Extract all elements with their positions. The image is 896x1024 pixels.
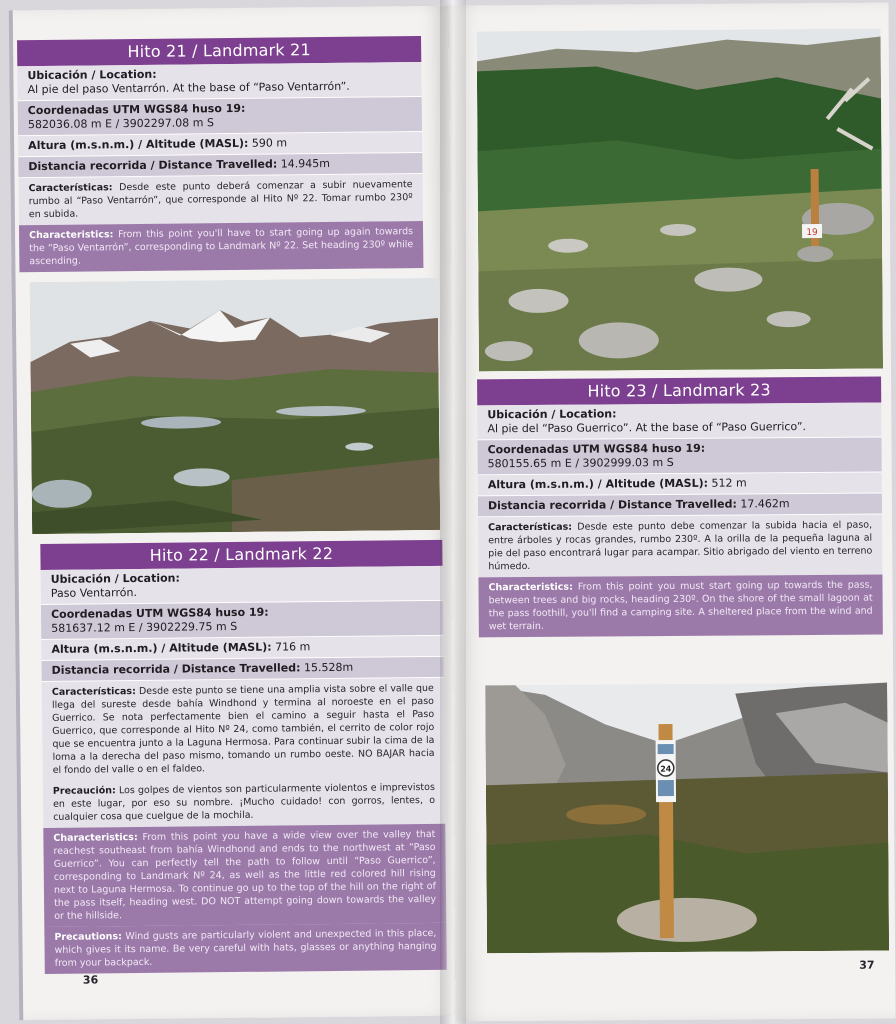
characteristics-en-text: From this point you must start going up towards the pass, between trees and big rocks, heading 230º. On the shore of the small lagoon at the pass foothill, you'll find a camping site. A sheltered place from the wind and wet terrain. [488, 579, 873, 633]
altitude-value: 716 m [275, 640, 311, 654]
coords-value: 582036.08 m E / 3902297.08 m S [27, 116, 215, 132]
location-label: Ubicación / Location: [487, 407, 617, 422]
distance-label: Distancia recorrida / Distance Travelled: [28, 157, 278, 174]
distance-label: Distancia recorrida / Distance Travelled: [51, 661, 301, 677]
landmark-21-characteristics-en [19, 221, 423, 272]
landmark-22-characteristics-es [42, 678, 445, 781]
left-page [9, 6, 460, 1021]
landmark-22-location [41, 566, 443, 605]
landmark-21-characteristics-es [18, 174, 422, 225]
characteristics-en-label: Characteristics: [29, 229, 114, 242]
landmark-23-block [477, 377, 883, 638]
characteristics-en-text: From this point you'll have to start going up again towards the “Paso Ventarrón”, corresponding to Landmark Nº 22. Set heading 230º while ascending. [29, 226, 414, 268]
altitude-label: Altura (m.s.n.m.) / Altitude (MASL): [28, 136, 249, 153]
coords-label: Coordenadas UTM WGS84 huso 19: [487, 441, 706, 457]
characteristics-es-text: Desde este punto deberá comenzar a subir nuevamente rumbo al “Paso Ventarrón”, que corresponde al Hito Nº 22. Tomar rumbo 230º en subida. [28, 179, 413, 221]
coords-value: 580155.65 m E / 3902999.03 m S [487, 455, 674, 471]
altitude-label: Altura (m.s.n.m.) / Altitude (MASL): [51, 640, 272, 656]
caution-en-text: Wind gusts are particularly violent and unexpected in this place, which gives it its name. Be very careful with hats, glasses or anything hanging from your backpack. [54, 927, 437, 969]
location-label: Ubicación / Location: [27, 67, 157, 83]
characteristics-es-text: Desde este punto debe comenzar la subida hacia el paso, entre árboles y rocas grandes, rumbo 230º. A la orilla de la pequeña laguna al pie del paso encontrará lugar para acampar. Sitio abrigado del viento en terreno húmedo. [488, 519, 873, 573]
location-value: Paso Ventarrón. [50, 586, 138, 600]
characteristics-es-label: Características: [28, 182, 113, 195]
landmark-23-characteristics-en [478, 575, 882, 638]
landmark-21-title: Hito 21 / Landmark 21 [17, 36, 421, 66]
characteristics-en-label: Characteristics: [488, 581, 573, 594]
coords-label: Coordenadas UTM WGS84 huso 19: [27, 101, 246, 118]
caution-es-text: Los golpes de vientos son particularmente violentos e imprevistos en este lugar, por eso su nombre. ¡Mucho cuidado! con gorros, lentes, o cualquier cosa que cuelgue de la mochila. [52, 781, 436, 823]
landmark-22-block [40, 540, 446, 974]
characteristics-es-label: Características: [488, 521, 573, 534]
location-value: Al pie del “Paso Guerrico”. At the base of “Paso Guerrico”. [487, 420, 807, 436]
photo-mountain-lakes [30, 278, 441, 534]
distance-value: 17.462m [740, 497, 790, 511]
landmark-23-distance [478, 494, 882, 518]
landmark-21-coords [18, 97, 422, 136]
distance-label: Distancia recorrida / Distance Travelled: [487, 497, 737, 513]
landmark-21-location [17, 62, 421, 101]
landmark-22-caution-es [43, 777, 445, 828]
altitude-label: Altura (m.s.n.m.) / Altitude (MASL): [487, 476, 709, 492]
left-page-number: 36 [82, 973, 99, 987]
characteristics-en-label: Characteristics: [53, 832, 138, 844]
right-page [448, 2, 895, 1021]
altitude-value: 590 m [251, 136, 288, 150]
coords-label: Coordenadas UTM WGS84 huso 19: [50, 605, 269, 621]
photo-rocky-slope-marker [477, 29, 883, 372]
characteristics-es-text: Desde este punto se tiene una amplia vista sobre el valle que llega del sureste desde bahía Windhond y termina al noroeste en el paso Guerrico. Se nota perfectamente bien el camino a seguir hasta el Paso Guerrico, que corresponde al Hito Nº 24, como también, el cerrito de color rojo que se encuentra junto a la Laguna Hermosa. Para continuar subir la cima de la loma a la derecha del paso mismo, tomando un rumbo oeste. NO BAJAR hacia el fondo del valle o en el faldeo. [51, 682, 435, 776]
photo-trail-post [485, 683, 889, 954]
landmark-22-coords [41, 601, 443, 640]
altitude-value: 512 m [711, 476, 747, 490]
landmark-23-characteristics-es [478, 515, 882, 578]
coords-value: 581637.12 m E / 3902229.75 m S [51, 619, 238, 635]
landmark-22-characteristics-en [43, 824, 446, 927]
location-value: Al pie del paso Ventarrón. At the base of “Paso Ventarrón”. [27, 79, 350, 97]
caution-en-label: Precautions: [54, 931, 122, 943]
landmark-22-title: Hito 22 / Landmark 22 [40, 540, 442, 570]
marker-top-number-text: 19 [806, 227, 818, 239]
landmark-23-altitude [478, 473, 882, 497]
book-gutter [440, 0, 466, 1024]
landmark-22-caution-en [44, 923, 446, 974]
marker-bottom-number-text: 24 [660, 764, 672, 774]
characteristics-en-text: From this point you have a wide view over the valley that reachest southeast from bahía Windhond and ends to the northwest at “Paso Guerrico”. You can perfectly tell the path to follow until “Paso Guerrico”, corresponding to Landmark Nº 24, as well as the little red colored hill rising next to Laguna Hermosa. To continue go up to the top of the hill on the right of the pass itself, heading west. DO NOT attempt going down towards the valley or the hillside. [53, 828, 437, 922]
caution-es-label: Precaución: [52, 785, 116, 797]
landmark-23-location [477, 403, 881, 441]
landmark-23-coords [477, 438, 881, 476]
characteristics-es-label: Características: [51, 686, 136, 698]
distance-value: 15.528m [303, 660, 354, 675]
landmark-23-title: Hito 23 / Landmark 23 [477, 377, 881, 406]
distance-value: 14.945m [280, 156, 331, 171]
right-page-number: 37 [859, 958, 875, 972]
location-label: Ubicación / Location: [50, 571, 180, 586]
landmark-21-block [17, 36, 423, 272]
